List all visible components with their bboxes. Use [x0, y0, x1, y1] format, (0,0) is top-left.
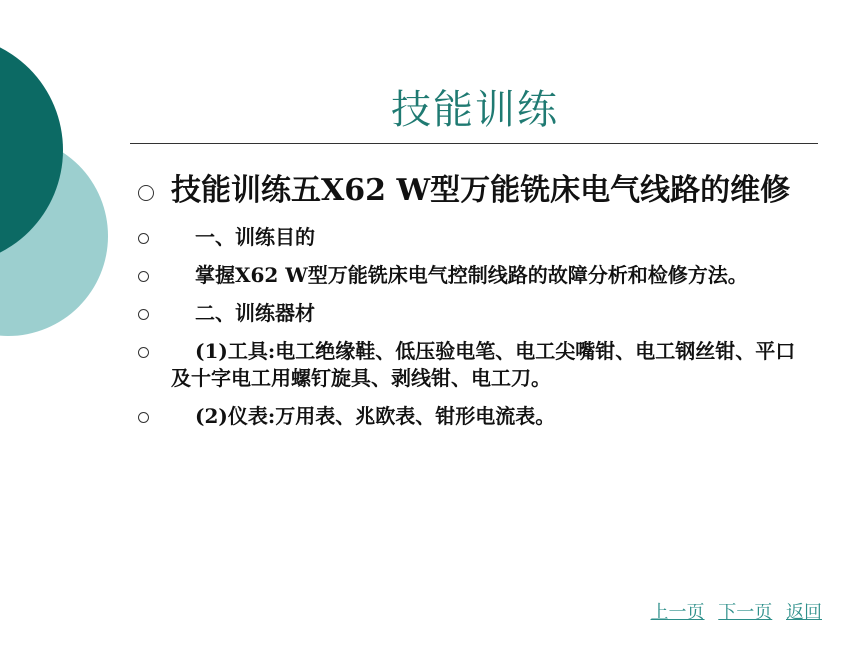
bullet-text: (2)仪表:万用表、兆欧表、钳形电流表。 [195, 404, 556, 428]
bullet-text: 二、训练器材 [195, 301, 315, 325]
circle-bullet-icon [138, 412, 149, 423]
slide-title: 技能训练 [391, 87, 559, 133]
bullet-text: 掌握X62 W型万能铣床电气控制线路的故障分析和检修方法。 [195, 263, 748, 287]
circle-bullet-icon [138, 347, 149, 358]
bullet-text: 一、训练目的 [195, 225, 315, 249]
back-link[interactable]: 返回 [786, 602, 822, 623]
bullet-item [138, 300, 803, 327]
bullet-text: 技能训练五X62 W型万能铣床电气线路的维修 [171, 173, 791, 208]
circle-bullet-icon [138, 233, 149, 244]
circle-bullet-icon [138, 271, 149, 282]
prev-page-link[interactable]: 上一页 [650, 602, 705, 623]
bullet-item [138, 403, 803, 430]
circle-bullet-icon [138, 309, 149, 320]
bullet-item [138, 338, 803, 392]
slide-navigation [643, 598, 822, 624]
title-divider [130, 143, 818, 144]
bullet-list [138, 172, 803, 441]
bullet-text: (1)工具:电工绝缘鞋、低压验电笔、电工尖嘴钳、电工钢丝钳、平口及十字电工用螺钉旋具、剥线钳、电工刀。 [171, 339, 796, 390]
next-page-link[interactable]: 下一页 [718, 602, 773, 623]
circle-bullet-icon [138, 185, 154, 201]
bullet-item [138, 172, 803, 210]
bullet-item [138, 224, 803, 251]
bullet-item [138, 262, 803, 289]
